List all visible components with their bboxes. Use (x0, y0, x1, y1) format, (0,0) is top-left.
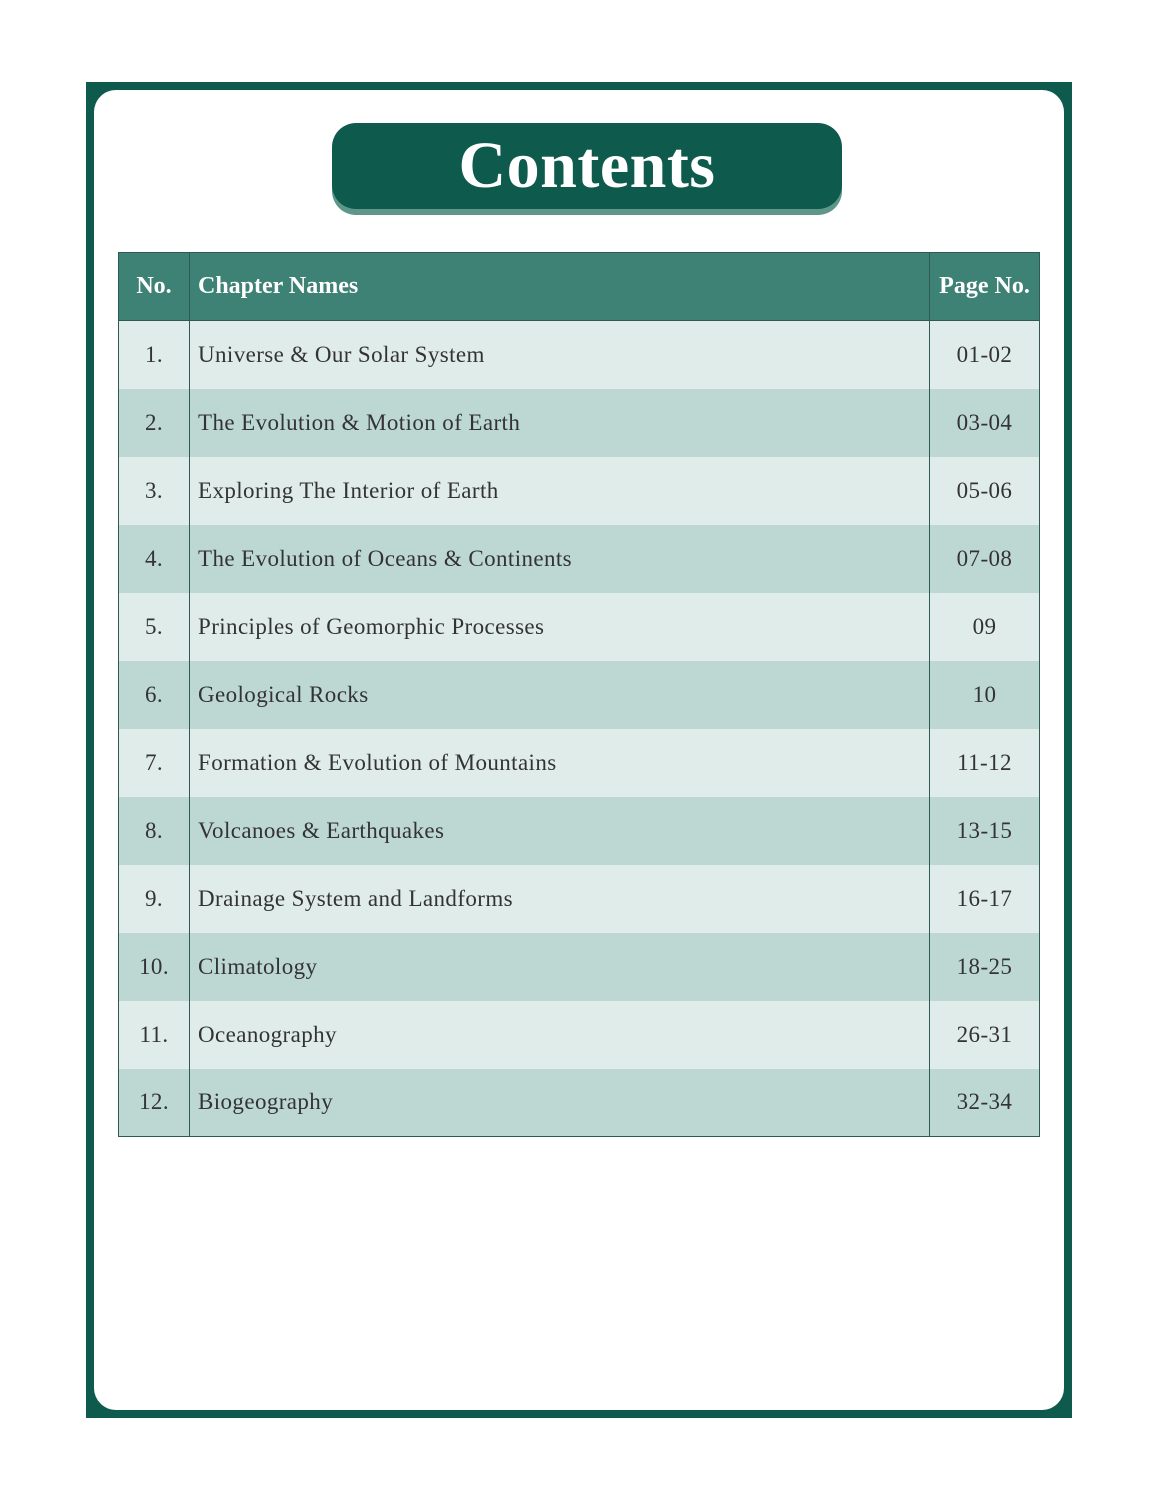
row-number: 1. (119, 321, 190, 389)
chapter-name: Exploring The Interior of Earth (190, 457, 930, 525)
row-number: 2. (119, 389, 190, 457)
table-row (119, 933, 1040, 1001)
chapter-name: The Evolution & Motion of Earth (190, 389, 930, 457)
header-no: No. (119, 253, 190, 321)
row-number: 11. (119, 1001, 190, 1069)
page-range: 10 (930, 661, 1040, 729)
row-number: 12. (119, 1069, 190, 1137)
table-row (119, 661, 1040, 729)
chapter-name: Geological Rocks (190, 661, 930, 729)
table-row (119, 593, 1040, 661)
chapter-name: Volcanoes & Earthquakes (190, 797, 930, 865)
table-row (119, 1001, 1040, 1069)
page-range: 01-02 (930, 321, 1040, 389)
page-range: 05-06 (930, 457, 1040, 525)
table-row (119, 389, 1040, 457)
table-row (119, 457, 1040, 525)
row-number: 6. (119, 661, 190, 729)
contents-table (118, 252, 1040, 1137)
chapter-name: Principles of Geomorphic Processes (190, 593, 930, 661)
page-range: 13-15 (930, 797, 1040, 865)
page-range: 16-17 (930, 865, 1040, 933)
chapter-name: Oceanography (190, 1001, 930, 1069)
header-page-no: Page No. (930, 253, 1040, 321)
row-number: 3. (119, 457, 190, 525)
chapter-name: Universe & Our Solar System (190, 321, 930, 389)
page-range: 03-04 (930, 389, 1040, 457)
page-frame (86, 82, 1072, 1418)
row-number: 7. (119, 729, 190, 797)
chapter-name: Drainage System and Landforms (190, 865, 930, 933)
chapter-name: Biogeography (190, 1069, 930, 1137)
page-range: 32-34 (930, 1069, 1040, 1137)
table-row (119, 321, 1040, 389)
chapter-name: Formation & Evolution of Mountains (190, 729, 930, 797)
page-range: 09 (930, 593, 1040, 661)
page-range: 07-08 (930, 525, 1040, 593)
row-number: 8. (119, 797, 190, 865)
row-number: 4. (119, 525, 190, 593)
page-range: 11-12 (930, 729, 1040, 797)
header-chapter-names: Chapter Names (190, 253, 930, 321)
row-number: 9. (119, 865, 190, 933)
table-row (119, 729, 1040, 797)
table-header-row (119, 253, 1040, 321)
page-range: 18-25 (930, 933, 1040, 1001)
row-number: 10. (119, 933, 190, 1001)
title-banner (332, 123, 842, 209)
page-title: Contents (458, 129, 716, 202)
row-number: 5. (119, 593, 190, 661)
chapter-name: The Evolution of Oceans & Continents (190, 525, 930, 593)
table-row (119, 865, 1040, 933)
page-range: 26-31 (930, 1001, 1040, 1069)
table-row (119, 1069, 1040, 1137)
table-row (119, 525, 1040, 593)
table-row (119, 797, 1040, 865)
page-inner (94, 90, 1064, 1410)
chapter-name: Climatology (190, 933, 930, 1001)
